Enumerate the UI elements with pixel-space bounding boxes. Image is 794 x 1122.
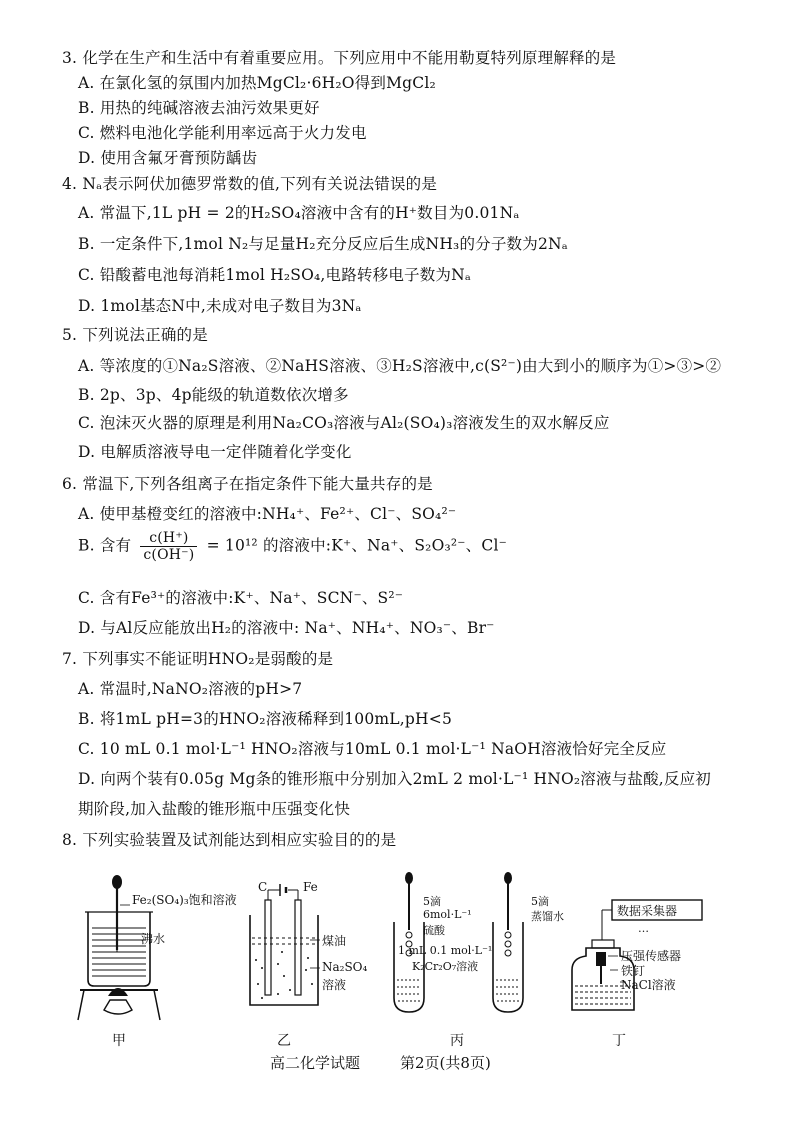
figure-jia-caption: 甲: [112, 1033, 126, 1049]
fraction-numerator: c(H⁺): [140, 530, 197, 547]
question-6-stem: 6. 常温下,下列各组离子在指定条件下能大量共存的是: [62, 475, 433, 493]
jia-water-label: 沸水: [141, 932, 166, 946]
yi-oil-label: 煤油: [322, 934, 347, 948]
question-7-option-b: B. 将1mL pH=3的HNO₂溶液稀释到100mL,pH<5: [78, 710, 453, 728]
concentration-ratio-fraction: [140, 530, 197, 563]
question-4-option-d: D. 1mol基态N中,未成对电子数目为3Nₐ: [78, 297, 362, 315]
question-3-option-c: C. 燃料电池化学能利用率远高于火力发电: [78, 124, 367, 142]
question-4-stem: 4. Nₐ表示阿伏加德罗常数的值,下列有关说法错误的是: [62, 175, 438, 193]
question-6-option-a: A. 使甲基橙变红的溶液中:NH₄⁺、Fe²⁺、Cl⁻、SO₄²⁻: [78, 505, 457, 523]
question-3-option-a: A. 在氯化氢的氛围内加热MgCl₂·6H₂O得到MgCl₂: [78, 74, 436, 92]
ding-collector-label: 数据采集器: [617, 904, 678, 918]
apparatus-figures: [0, 860, 794, 1030]
bing-water-label: 蒸馏水: [531, 910, 564, 923]
question-4-option-c: C. 铅酸蓄电池每消耗1mol H₂SO₄,电路转移电子数为Nₐ: [78, 266, 472, 284]
bing-acid-conc: 6mol·L⁻¹: [423, 908, 472, 921]
question-3-option-d: D. 使用含氟牙膏预防龋齿: [78, 149, 258, 167]
bing-acid-name: 硫酸: [423, 924, 445, 937]
ding-nacl-label: NaCl溶液: [621, 978, 676, 992]
question-5-option-a: A. 等浓度的①Na₂S溶液、②NaHS溶液、③H₂S溶液中,c(S²⁻)由大到小的顺序为①>③>②: [78, 357, 722, 375]
option-b-suffix: = 10¹² 的溶液中:K⁺、Na⁺、S₂O₃²⁻、Cl⁻: [206, 536, 507, 555]
figure-ding-caption: 丁: [612, 1033, 626, 1049]
bing-dichromate-name: K₂Cr₂O₇溶液: [412, 960, 479, 973]
option-b-prefix: B. 含有: [78, 536, 132, 555]
yi-solution-label-1: Na₂SO₄: [322, 960, 368, 974]
bing-drops-1: 5滴: [423, 895, 441, 908]
question-6-option-b: [78, 530, 507, 563]
question-5-option-b: B. 2p、3p、4p能级的轨道数依次增多: [78, 386, 349, 404]
question-3-option-b: B. 用热的纯碱溶液去油污效果更好: [78, 99, 320, 117]
question-5-option-d: D. 电解质溶液导电一定伴随着化学变化: [78, 443, 352, 461]
question-7-option-c: C. 10 mL 0.1 mol·L⁻¹ HNO₂溶液与10mL 0.1 mol·L⁻¹ NaOH溶液恰好完全反应: [78, 740, 667, 758]
ding-sensor-label: 压强传感器: [621, 949, 682, 963]
question-8-stem: 8. 下列实验装置及试剂能达到相应实验目的的是: [62, 831, 397, 849]
figure-bing: [394, 872, 523, 1012]
question-5-option-c: C. 泡沫灭火器的原理是利用Na₂CO₃溶液与Al₂(SO₄)₃溶液发生的双水解反应: [78, 414, 610, 432]
question-7-option-a: A. 常温时,NaNO₂溶液的pH>7: [78, 680, 303, 698]
bing-drops-2: 5滴: [531, 895, 549, 908]
ding-ellipsis: …: [638, 922, 649, 935]
footer-page-number: 第2页(共8页): [400, 1054, 491, 1072]
fraction-denominator: c(OH⁻): [143, 547, 195, 563]
figure-yi: [250, 884, 320, 1005]
question-6-option-c: C. 含有Fe³⁺的溶液中:K⁺、Na⁺、SCN⁻、S²⁻: [78, 589, 404, 607]
question-4-option-a: A. 常温下,1L pH = 2的H₂SO₄溶液中含有的H⁺数目为0.01Nₐ: [78, 204, 520, 222]
ding-nail-label: 铁钉: [621, 964, 646, 978]
yi-electrode-c: C: [258, 880, 268, 894]
yi-electrode-fe: Fe: [303, 880, 318, 894]
figure-bing-caption: 丙: [450, 1033, 464, 1049]
yi-solution-label-2: 溶液: [322, 978, 347, 992]
question-5-stem: 5. 下列说法正确的是: [62, 326, 208, 344]
figure-yi-caption: 乙: [277, 1033, 291, 1049]
jia-reagent-label: Fe₂(SO₄)₃饱和溶液: [132, 893, 237, 907]
question-6-option-d: D. 与Al反应能放出H₂的溶液中: Na⁺、NH₄⁺、NO₃⁻、Br⁻: [78, 619, 495, 637]
question-3-stem: 3. 化学在生产和生活中有着重要应用。下列应用中不能用勒夏特列原理解释的是: [62, 49, 617, 67]
bing-dichromate-conc: 1 mL 0.1 mol·L⁻¹: [398, 944, 493, 957]
question-7-option-d-line1: D. 向两个装有0.05g Mg条的锥形瓶中分别加入2mL 2 mol·L⁻¹ HNO₂溶液与盐酸,反应初: [78, 770, 712, 788]
question-7-option-d-line2: 期阶段,加入盐酸的锥形瓶中压强变化快: [78, 800, 351, 818]
footer-exam-title: 高二化学试题: [270, 1054, 361, 1072]
question-7-stem: 7. 下列事实不能证明HNO₂是弱酸的是: [62, 650, 334, 668]
question-4-option-b: B. 一定条件下,1mol N₂与足量H₂充分反应后生成NH₃的分子数为2Nₐ: [78, 235, 568, 253]
